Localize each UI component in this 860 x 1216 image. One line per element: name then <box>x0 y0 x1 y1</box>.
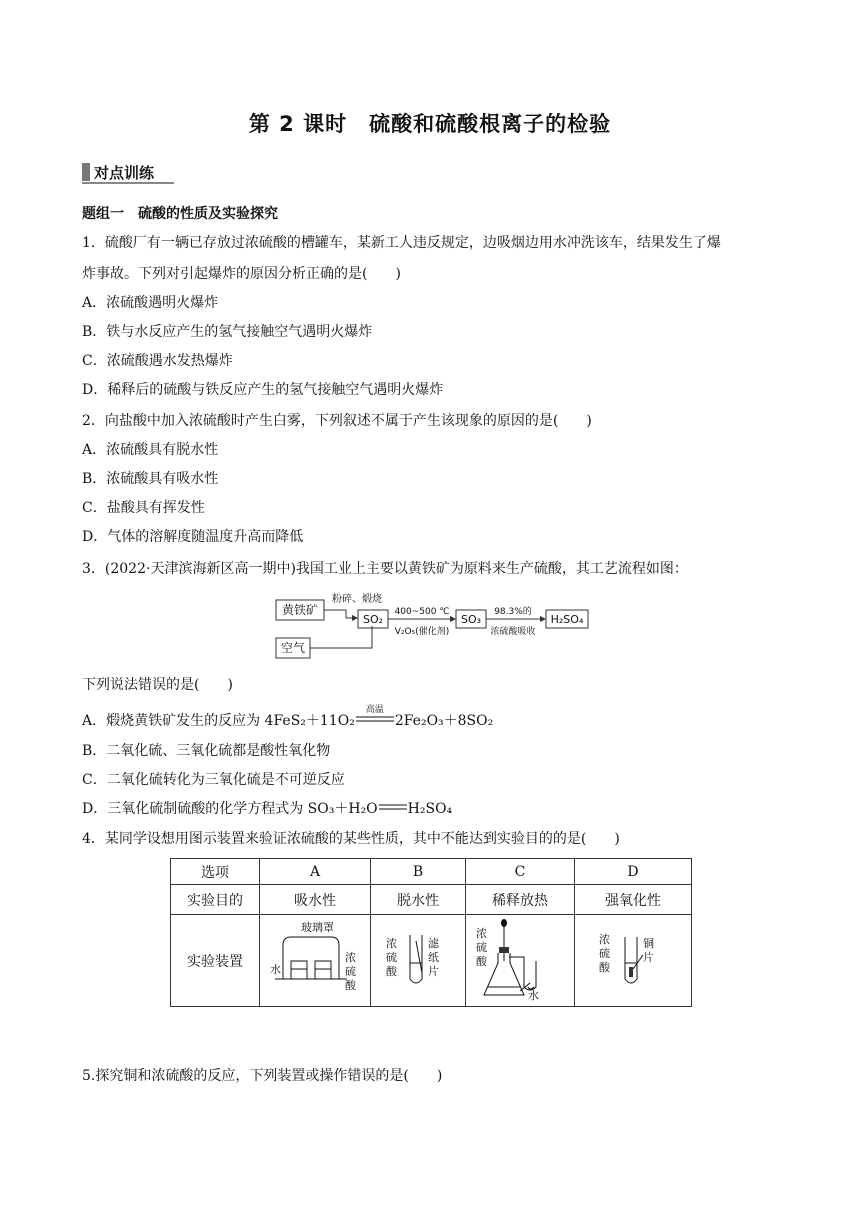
q2-option-a: A．浓硫酸具有脱水性 <box>82 442 219 458</box>
section-underline <box>82 182 174 184</box>
q1-option-a: A．浓硫酸遇明火爆炸 <box>82 295 219 311</box>
b-acid-1: 浓 <box>386 936 397 950</box>
c-acid-3: 酸 <box>476 954 487 968</box>
device-b-cell <box>371 915 466 1007</box>
acid-label-3: 酸 <box>345 978 356 992</box>
d-cu-1: 铜 <box>643 936 654 950</box>
q1-option-d: D．稀释后的硫酸与铁反应产生的氢气接触空气遇明火爆炸 <box>82 382 444 398</box>
box-so2 <box>358 610 388 628</box>
device-c-cell <box>466 915 575 1007</box>
d-cu-2: 片 <box>643 950 654 964</box>
so3-label: SO₃ <box>460 613 482 626</box>
page-title: 第 2 课时 硫酸和硫酸根离子的检验 <box>248 112 612 136</box>
b-paper-1: 滤 <box>428 936 439 950</box>
row-label: 实验目的 <box>171 885 260 915</box>
q3-option-a-left: A．煅烧黄铁矿发生的反应为 4FeS₂＋11O₂ <box>82 713 355 729</box>
d-acid-1: 浓 <box>599 932 610 946</box>
device-a-cell <box>260 915 371 1007</box>
q1-stem-line1: 1．硫酸厂有一辆已存放过浓硫酸的槽罐车，某新工人违反规定，边吸烟边用水冲洗该车，结果发生了爆 <box>82 235 721 251</box>
acid-label-1: 浓 <box>345 950 356 964</box>
purpose-cell: 脱水性 <box>371 885 466 915</box>
purpose-cell: 稀释放热 <box>466 885 575 915</box>
q3-option-d-right: H₂SO₄ <box>407 801 453 817</box>
c-acid-2: 硫 <box>476 940 487 954</box>
q3-stem: 3．(2022·天津滨海新区高一期中)我国工业上主要以黄铁矿为原料来生产硫酸，其工艺流程如图： <box>82 561 688 577</box>
condition-high-temp: 高温 <box>365 705 384 715</box>
table-row-purpose <box>171 885 692 915</box>
q3-option-d-left: D．三氧化硫制硫酸的化学方程式为 SO₃＋H₂O <box>82 801 378 817</box>
pyrite-label: 黄铁矿 <box>281 603 319 617</box>
b-paper-2: 纸 <box>428 950 439 964</box>
q3-option-b: B．二氧化硫、三氧化硫都是酸性氧化物 <box>82 743 331 759</box>
table-header-row <box>171 859 692 885</box>
h2so4-label: H₂SO₄ <box>550 613 584 626</box>
box-air <box>276 638 310 658</box>
b-paper-3: 片 <box>428 964 439 978</box>
acid-label-2: 硫 <box>345 964 356 978</box>
d-acid-2: 硫 <box>599 946 610 960</box>
q1-stem-line2: 炸事故。下列对引起爆炸的原因分析正确的是( ) <box>82 266 401 282</box>
d-acid-3: 酸 <box>599 960 610 974</box>
q1-option-c: C．浓硫酸遇水发热爆炸 <box>82 353 233 369</box>
q2-option-b: B．浓硫酸具有吸水性 <box>82 471 219 487</box>
c-acid-1: 浓 <box>476 926 487 940</box>
b-acid-3: 酸 <box>386 964 397 978</box>
so2-label: SO₂ <box>362 613 384 626</box>
bell-jar-apparatus <box>265 917 365 1001</box>
b-acid-2: 硫 <box>386 950 397 964</box>
glass-cover-label: 玻璃罩 <box>301 920 334 934</box>
header-cell: D <box>575 859 692 885</box>
q2-option-c: C．盐酸具有挥发性 <box>82 500 205 516</box>
absorb-bottom: 浓硫酸吸收 <box>490 627 536 637</box>
box-h2so4 <box>546 610 588 628</box>
q3-option-d <box>82 799 452 819</box>
cond-temp: 400~500 ℃ <box>394 607 450 617</box>
absorb-top: 98.3%的 <box>494 607 532 617</box>
group-heading: 题组一 硫酸的性质及实验探究 <box>82 206 278 222</box>
cond-catalyst: V₂O₅(催化剂) <box>394 627 450 637</box>
header-cell: B <box>371 859 466 885</box>
purpose-cell: 吸水性 <box>260 885 371 915</box>
q2-option-d: D．气体的溶解度随温度升高而降低 <box>82 529 304 545</box>
q3-lead: 下列说法错误的是( ) <box>82 677 233 693</box>
water-label: 水 <box>270 962 281 976</box>
section-header <box>82 162 154 183</box>
process-flow-diagram <box>272 590 592 662</box>
flask-u-tube-apparatus <box>472 917 568 1001</box>
air-label: 空气 <box>280 641 306 655</box>
c-water: 水 <box>528 988 539 1001</box>
equals-sign <box>378 802 408 812</box>
table-row-device <box>171 915 692 1007</box>
box-pyrite <box>276 600 324 620</box>
step1-label: 粉碎、煅烧 <box>332 594 382 605</box>
equals-sign-high-temp <box>355 705 395 731</box>
section-marker <box>82 163 90 181</box>
header-cell: C <box>466 859 575 885</box>
q5-stem: 5.探究铜和浓硫酸的反应，下列装置或操作错误的是( ) <box>82 1068 443 1084</box>
header-cell: 选项 <box>171 859 260 885</box>
test-tube-paper-apparatus <box>378 917 458 1001</box>
q1-option-b: B．铁与水反应产生的氢气接触空气遇明火爆炸 <box>82 324 373 340</box>
section-label: 对点训练 <box>94 164 155 182</box>
device-d-cell <box>575 915 692 1007</box>
q4-stem: 4．某同学设想用图示装置来验证浓硫酸的某些性质，其中不能达到实验目的的是( ) <box>82 831 620 847</box>
apparatus-table <box>170 858 692 1007</box>
test-tube-copper-apparatus <box>593 917 673 1001</box>
row-label: 实验装置 <box>171 915 260 1007</box>
box-so3 <box>456 610 486 628</box>
q3-option-c: C．二氧化硫转化为三氧化硫是不可逆反应 <box>82 772 345 788</box>
q3-option-a-right: 2Fe₂O₃＋8SO₂ <box>394 713 494 729</box>
purpose-cell: 强氧化性 <box>575 885 692 915</box>
q2-stem: 2．向盐酸中加入浓硫酸时产生白雾，下列叙述不属于产生该现象的原因的是( ) <box>82 413 592 429</box>
q3-option-a <box>82 705 494 731</box>
header-cell: A <box>260 859 371 885</box>
